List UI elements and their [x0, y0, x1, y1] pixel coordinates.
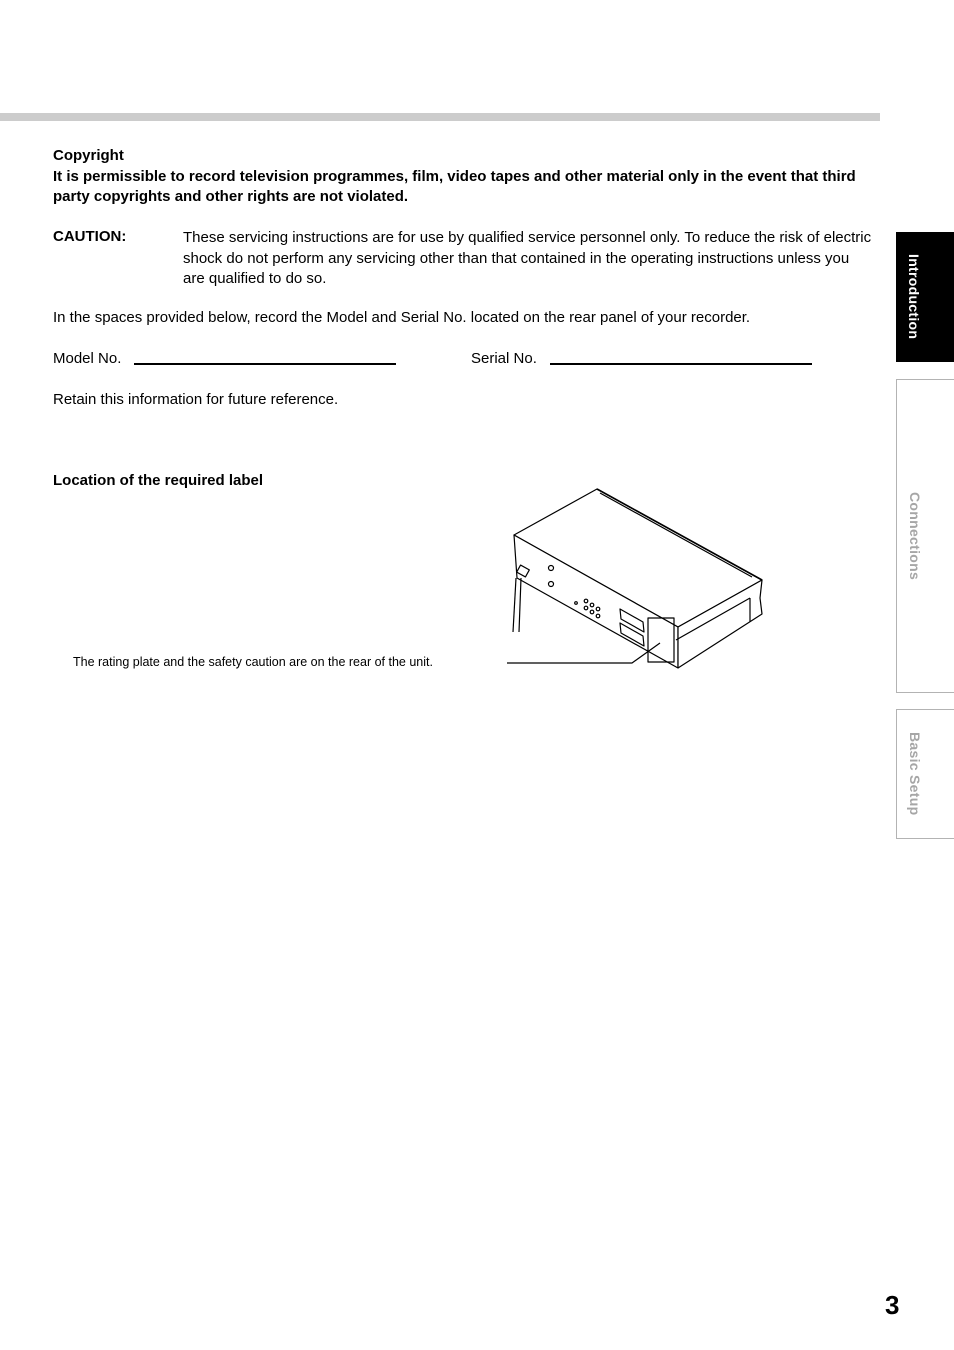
tab-introduction-label: Introduction	[906, 254, 922, 340]
tab-connections[interactable]	[896, 379, 954, 693]
caution-label: CAUTION:	[53, 228, 127, 245]
location-title: Location of the required label	[53, 472, 264, 489]
caution-text: These servicing instructions are for use by qualified service personnel only. To reduce the risk of electric shock do not perform any servicing other than that contained in the operating instructions unless you are qualified to do so.	[183, 229, 872, 287]
tab-basic-setup-label: Basic Setup	[907, 732, 923, 816]
record-instruction: In the spaces provided below, record the Model and Serial No. located on the rear panel of your recorder.	[53, 309, 751, 326]
header-rule	[0, 113, 880, 121]
rating-plate-note: The rating plate and the safety caution are on the rear of the unit.	[73, 655, 433, 669]
copyright-title: Copyright	[53, 147, 124, 164]
model-number-label: Model No.	[53, 350, 122, 367]
recorder-illustration	[500, 482, 780, 682]
copyright-body: It is permissible to record television programmes, film, video tapes and other material only in the event that third party copyrights and other rights are not violated.	[53, 168, 856, 205]
tab-connections-label: Connections	[907, 492, 923, 581]
serial-number-blank	[550, 363, 812, 365]
page-number: 3	[885, 1290, 900, 1320]
tab-introduction[interactable]	[896, 232, 954, 362]
model-number-blank	[134, 363, 396, 365]
tab-basic-setup[interactable]	[896, 709, 954, 839]
retain-note: Retain this information for future reference.	[53, 391, 339, 408]
serial-number-label: Serial No.	[471, 350, 537, 367]
